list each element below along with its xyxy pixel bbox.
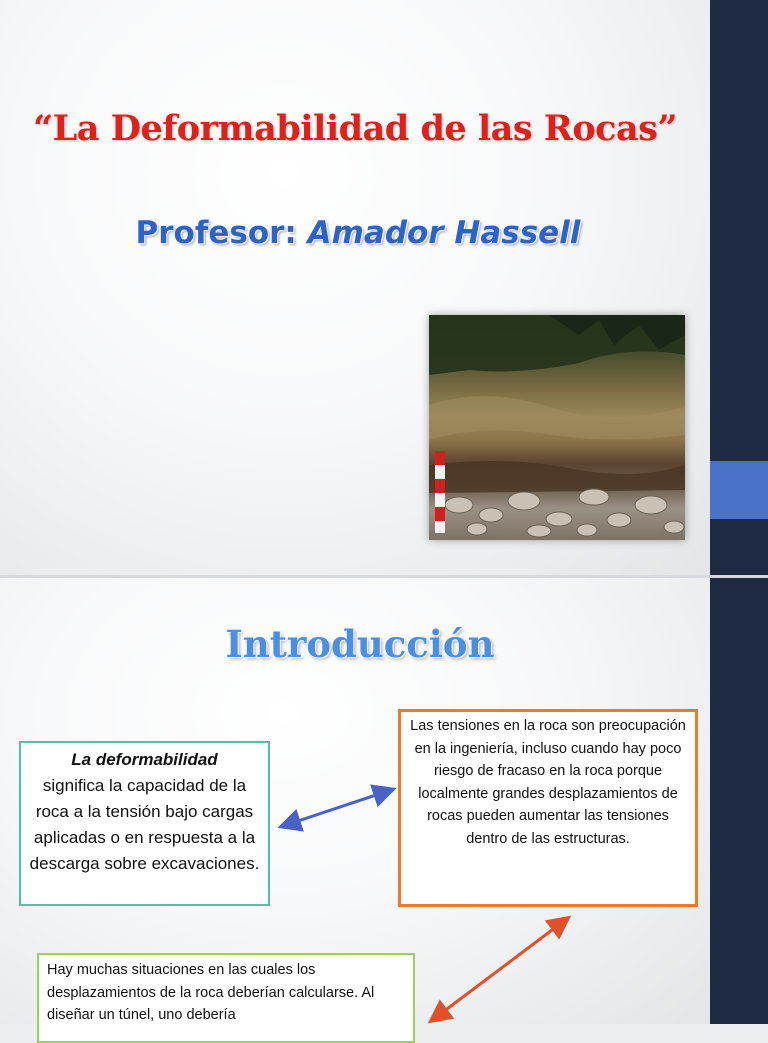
definition-text: significa la capacidad de la roca a la tensión bajo cargas aplicadas o en respuesta a la descarga sobre excavaciones. [29, 776, 260, 873]
intro-heading: Introducción [225, 622, 495, 666]
professor-label: Profesor: [135, 215, 297, 251]
stress-concern-text: Las tensiones en la roca son preocupación en la ingeniería, incluso cuando hay poco riesgo de fracaso en la roca porque localmente grandes desplazamientos de rocas pueden aumentar las tensiones dentro de las estructuras. [410, 718, 686, 847]
slide-title: “La Deformabilidad de las Rocas” [33, 108, 677, 149]
double-arrow-icon [435, 921, 564, 1018]
displacement-text: Hay muchas situaciones en las cuales los desplazamientos de la roca deberían calcularse. Al diseñar un túnel, uno debería [47, 962, 375, 1023]
double-arrow-icon [286, 791, 388, 825]
professor-name: Amador Hassell [307, 215, 581, 251]
term-label: La deformabilidad [71, 750, 218, 769]
